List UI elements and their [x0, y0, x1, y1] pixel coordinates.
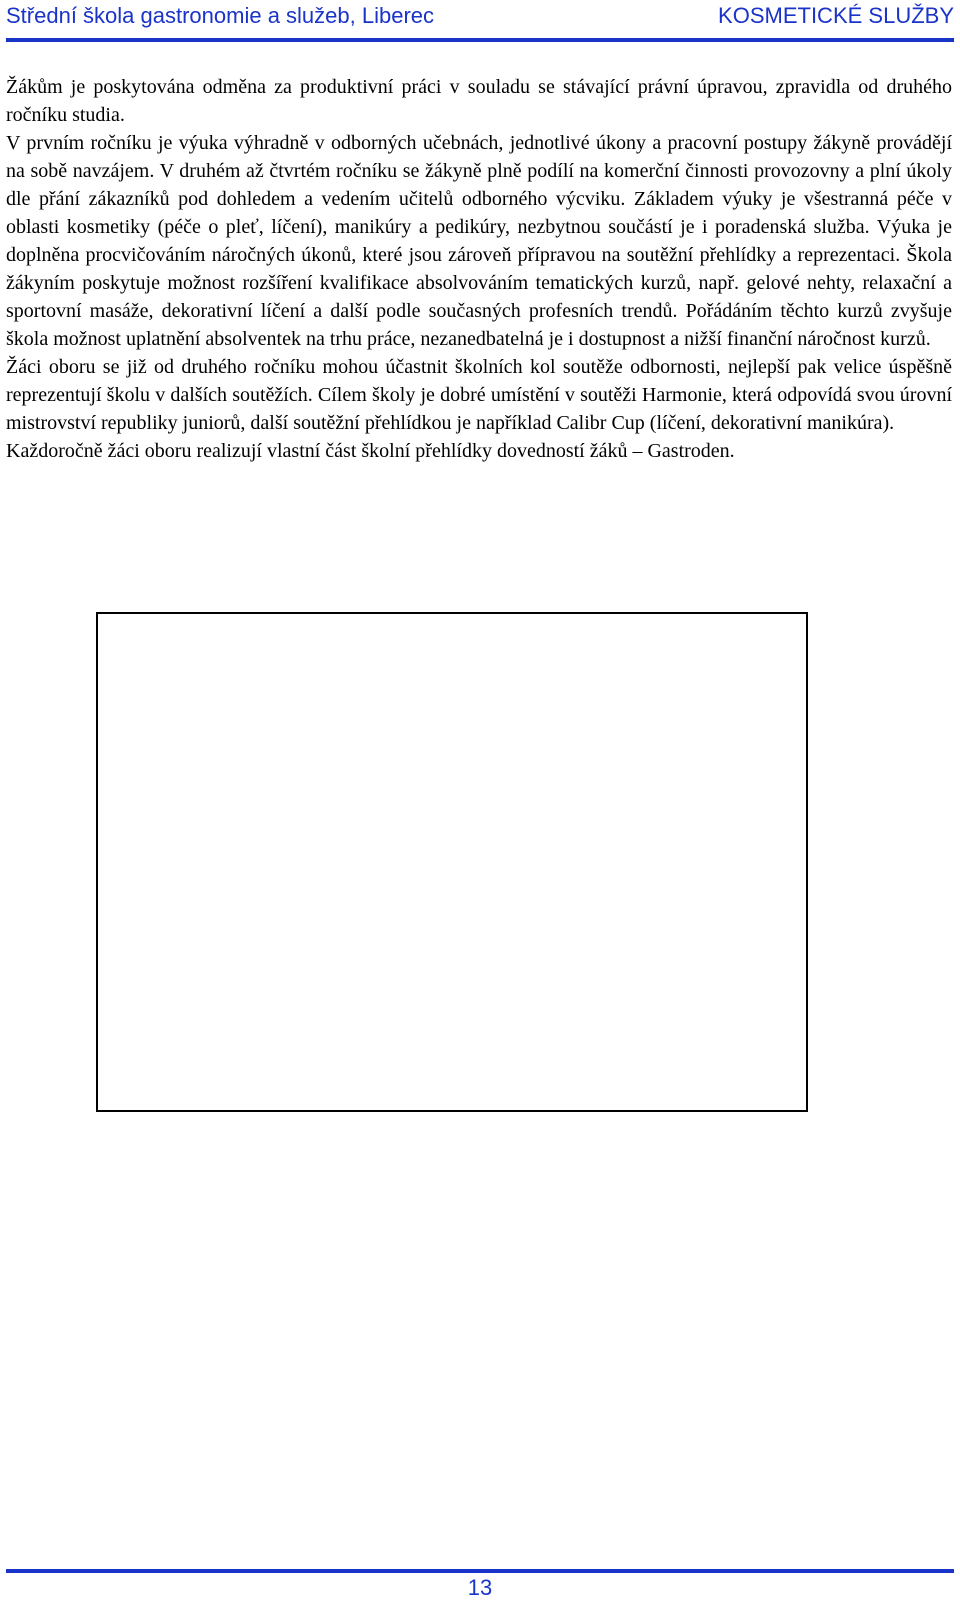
page-footer-rule — [6, 1569, 954, 1573]
paragraph-gastroden: Každoročně žáci oboru realizují vlastní část školní přehlídky dovedností žáků – Gastroden. — [6, 440, 735, 462]
school-name: Střední škola gastronomie a služeb, Liberec — [6, 3, 435, 28]
page-header — [6, 0, 954, 42]
section-title: KOSMETICKÉ SLUŽBY — [718, 3, 954, 28]
body-text — [6, 73, 952, 465]
paragraph-teaching: V prvním ročníku je výuka výhradně v odborných učebnách, jednotlivé úkony a pracovní postupy žákyně provádějí na sobě navzájem. V druhém až čtvrtém ročníku se žákyně plně podílí na komerční činnosti provozovny a plní úkoly dle přání zákazníků pod dohledem a vedením učitelů odborného výcviku. Základem výuky je všestranná péče v oblasti kosmetiky (péče o pleť, líčení), manikúry a pedikúry, nezbytnou součástí je i poradenská služba. Výuka je doplněna procvičováním náročných úkonů, které jsou zároveň přípravou na soutěžní přehlídky a reprezentaci. Škola žákyním poskytuje možnost rozšíření kvalifikace absolvováním tematických kurzů, např. gelové nehty, relaxační a sportovní masáže, dekorativní líčení a další podle současných profesních trendů. Pořádáním těchto kurzů zvyšuje škola možnost uplatnění absolventek na trhu práce, nezanedbatelná je i dostupnost a nižší finanční náročnost kurzů. — [6, 132, 952, 350]
page-number: 13 — [467, 1575, 493, 1600]
image-placeholder — [96, 612, 808, 1112]
paragraph-reward: Žákům je poskytována odměna za produktivní práci v souladu se stávající právní úpravou, zpravidla od druhého ročníku studia. — [6, 76, 952, 126]
paragraph-competitions: Žáci oboru se již od druhého ročníku mohou účastnit školních kol soutěže odbornosti, nejlepší pak velice úspěšně reprezentují školu v dalších soutěžích. Cílem školy je dobré umístění v soutěži Harmonie, která odpovídá svou úrovní mistrovství republiky juniorů, další soutěžní přehlídkou je například Calibr Cup (líčení, dekorativní manikúra). — [6, 356, 952, 434]
